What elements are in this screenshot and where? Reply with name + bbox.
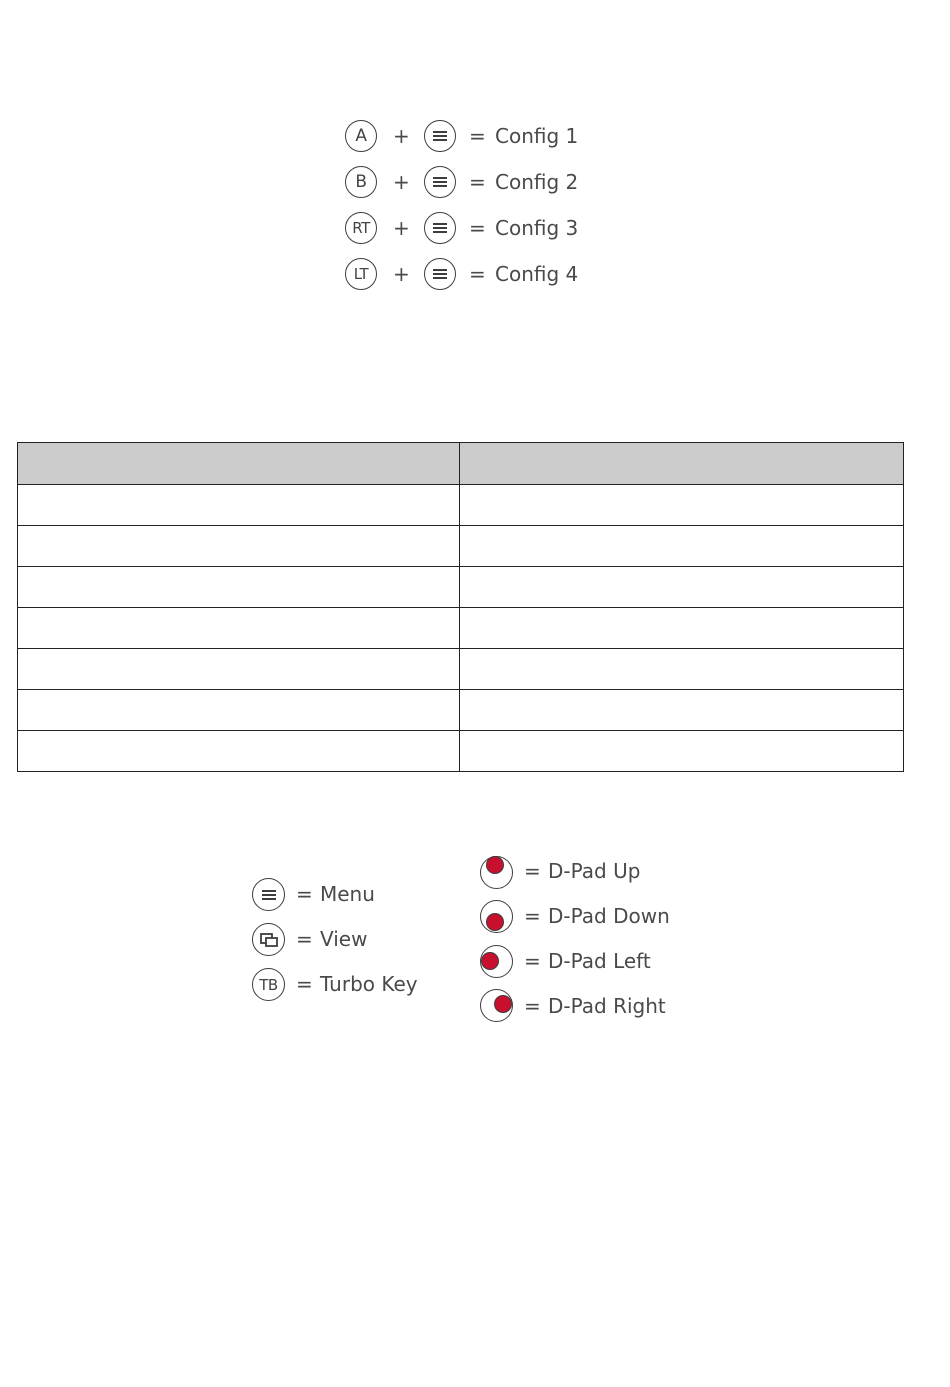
view-icon <box>252 923 285 956</box>
table-cell <box>460 485 904 526</box>
dpad-left-icon <box>480 945 513 978</box>
table-cell <box>18 649 460 690</box>
plus-sign: + <box>393 262 410 286</box>
blank-table <box>17 442 904 772</box>
dpad-dot <box>494 995 512 1013</box>
legend-label: D-Pad Left <box>548 949 651 973</box>
dpad-dot <box>486 913 504 931</box>
equals-sign: = <box>296 882 313 906</box>
view-icon-graphic <box>259 932 279 948</box>
table-cell <box>460 608 904 649</box>
dpad-right-icon <box>480 989 513 1022</box>
button-label: LT <box>353 265 369 283</box>
table-header-cell <box>460 443 904 485</box>
plus-sign: + <box>393 216 410 240</box>
equals-sign: = <box>524 994 541 1018</box>
config-label: Config 2 <box>495 170 579 194</box>
menu-icon <box>252 878 285 911</box>
table-row <box>18 526 904 567</box>
legend-label: View <box>320 927 368 951</box>
table-cell <box>18 567 460 608</box>
rt-button-icon <box>345 212 377 244</box>
equals-sign: = <box>469 216 486 240</box>
table-row <box>18 690 904 731</box>
menu-icon <box>424 258 456 290</box>
table-cell <box>18 731 460 772</box>
equals-sign: = <box>524 949 541 973</box>
table-row <box>18 731 904 772</box>
config-label: Config 3 <box>495 216 579 240</box>
equals-sign: = <box>524 904 541 928</box>
equals-sign: = <box>296 927 313 951</box>
table-row <box>18 608 904 649</box>
dpad-dot <box>486 856 504 874</box>
table-cell <box>18 608 460 649</box>
menu-icon <box>424 166 456 198</box>
menu-icon <box>424 120 456 152</box>
dpad-down-icon <box>480 900 513 933</box>
equals-sign: = <box>296 972 313 996</box>
button-label: A <box>355 126 367 146</box>
legend-label: D-Pad Right <box>548 994 666 1018</box>
equals-sign: = <box>524 859 541 883</box>
table-cell <box>18 690 460 731</box>
dpad-up-icon <box>480 856 513 889</box>
table-row <box>18 567 904 608</box>
equals-sign: = <box>469 124 486 148</box>
menu-icon <box>424 212 456 244</box>
table-cell <box>460 526 904 567</box>
legend-label: D-Pad Up <box>548 859 641 883</box>
legend-label: Turbo Key <box>320 972 418 996</box>
equals-sign: = <box>469 262 486 286</box>
table-cell <box>18 485 460 526</box>
legend-label: D-Pad Down <box>548 904 670 928</box>
turbo-icon-label: TB <box>259 975 278 994</box>
plus-sign: + <box>393 124 410 148</box>
table-cell <box>18 526 460 567</box>
b-button-icon <box>345 166 377 198</box>
table-header-cell <box>18 443 460 485</box>
table-cell <box>460 731 904 772</box>
button-label: RT <box>352 219 370 237</box>
table-cell <box>460 649 904 690</box>
equals-sign: = <box>469 170 486 194</box>
turbo-icon <box>252 968 285 1001</box>
table-row <box>18 485 904 526</box>
button-label: B <box>355 172 367 192</box>
plus-sign: + <box>393 170 410 194</box>
legend-label: Menu <box>320 882 375 906</box>
table-header-row <box>18 443 904 485</box>
config-label: Config 4 <box>495 262 579 286</box>
table-cell <box>460 567 904 608</box>
lt-button-icon <box>345 258 377 290</box>
table-row <box>18 649 904 690</box>
table-cell <box>460 690 904 731</box>
config-label: Config 1 <box>495 124 579 148</box>
dpad-dot <box>481 952 499 970</box>
a-button-icon <box>345 120 377 152</box>
